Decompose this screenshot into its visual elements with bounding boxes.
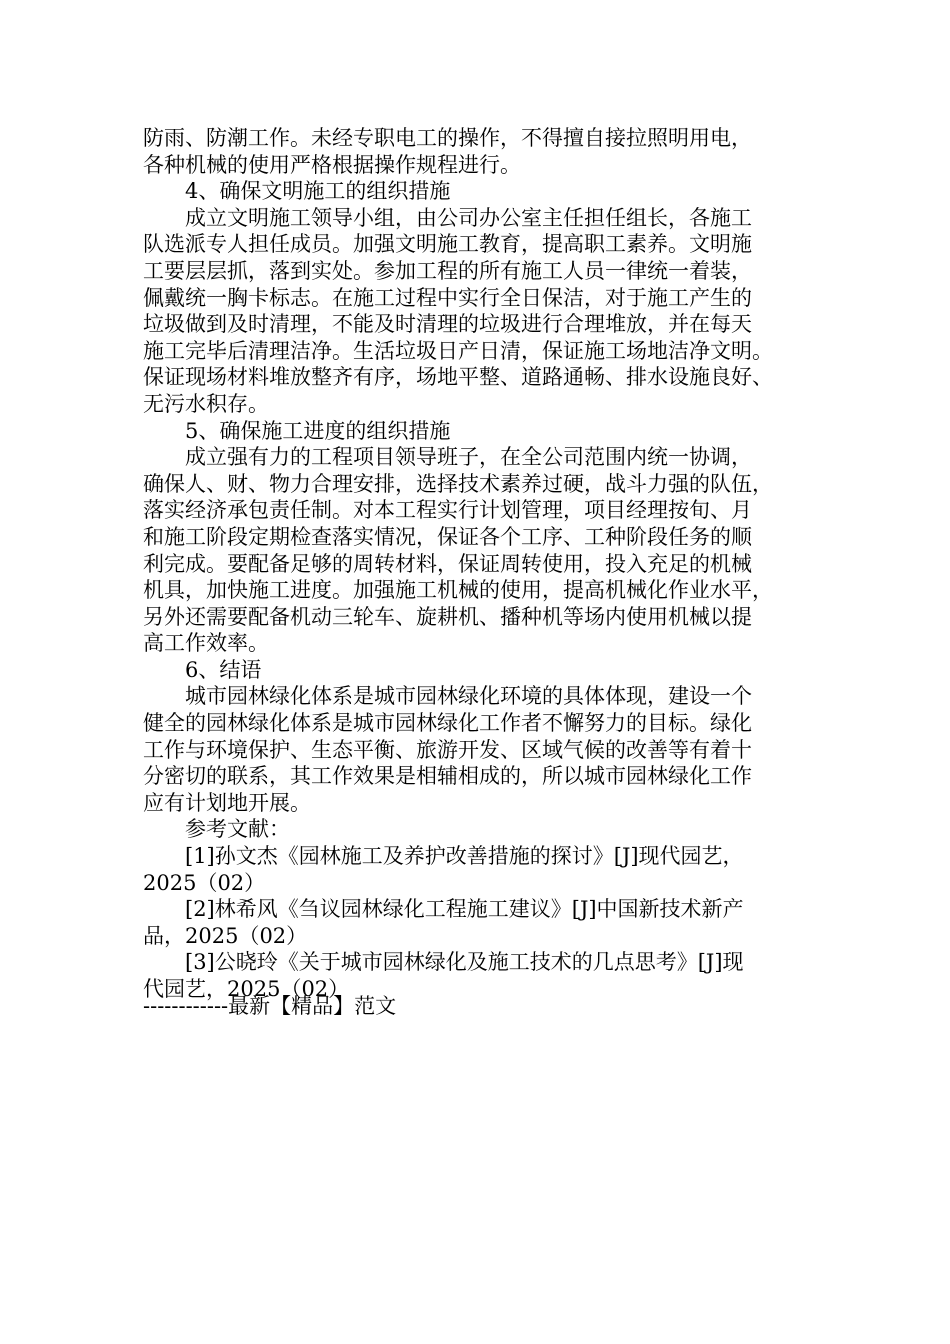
footer-tagline: ------------最新【精品】范文	[143, 994, 397, 1018]
text-line: 健全的园林绿化体系是城市园林绿化工作者不懈努力的目标。绿化	[143, 711, 752, 736]
text-line: 垃圾做到及时清理，不能及时清理的垃圾进行合理堆放，并在每天	[143, 312, 752, 337]
text-line: 应有计划地开展。	[143, 790, 311, 815]
text-line: 确保人、财、物力合理安排，选择技术素养过硬，战斗力强的队伍，	[143, 471, 773, 496]
text-line: 另外还需要配备机动三轮车、旋耕机、播种机等场内使用机械以提	[143, 604, 752, 629]
text-line: 4、确保文明施工的组织措施	[185, 179, 451, 204]
text-line: [1]孙文杰《园林施工及养护改善措施的探讨》[J]现代园艺，	[185, 844, 744, 869]
text-line: 2025（02）	[143, 870, 266, 895]
text-line: 6、结语	[185, 657, 262, 682]
text-line: 佩戴统一胸卡标志。在施工过程中实行全日保洁，对于施工产生的	[143, 285, 752, 310]
text-line: 工要层层抓，落到实处。参加工程的所有施工人员一律统一着装，	[143, 258, 752, 283]
text-line: 高工作效率。	[143, 631, 269, 656]
text-line: 城市园林绿化体系是城市园林绿化环境的具体体现，建设一个	[185, 684, 752, 709]
text-line: 无污水积存。	[143, 391, 269, 416]
text-line: 防雨、防潮工作。未经专职电工的操作，不得擅自接拉照明用电，	[143, 126, 752, 150]
document-body	[143, 125, 815, 1003]
text-line: 成立强有力的工程项目领导班子，在全公司范围内统一协调，	[185, 445, 752, 470]
text-line: 工作与环境保护、生态平衡、旅游开发、区域气候的改善等有着十	[143, 737, 752, 762]
text-line: 品，2025（02）	[143, 923, 308, 948]
text-line: [2]林希风《刍议园林绿化工程施工建议》[J]中国新技术新产	[185, 897, 744, 922]
text-line: 成立文明施工领导小组，由公司办公室主任担任组长，各施工	[185, 205, 752, 230]
text-line: 施工完毕后清理洁净。生活垃圾日产日清，保证施工场地洁净文明。	[143, 338, 773, 363]
text-line: 代园艺，2025（02）	[143, 977, 350, 1001]
text-line: [3]公晓玲《关于城市园林绿化及施工技术的几点思考》[J]现	[185, 950, 744, 975]
text-line: 机具，加快施工进度。加强施工机械的使用，提高机械化作业水平，	[143, 578, 773, 603]
text-line: 利完成。要配备足够的周转材料，保证周转使用，投入充足的机械	[143, 551, 752, 576]
text-line: 落实经济承包责任制。对本工程实行计划管理，项目经理按旬、月	[143, 498, 752, 523]
text-line: 参考文献：	[185, 817, 290, 842]
text-line: 保证现场材料堆放整齐有序，场地平整、道路通畅、排水设施良好、	[143, 365, 773, 390]
text-line: 和施工阶段定期检查落实情况，保证各个工序、工种阶段任务的顺	[143, 524, 752, 549]
text-line: 各种机械的使用严格根据操作规程进行。	[143, 152, 521, 177]
text-line: 队选派专人担任成员。加强文明施工教育，提高职工素养。文明施	[143, 232, 752, 257]
text-line: 5、确保施工进度的组织措施	[185, 418, 451, 443]
text-line: 分密切的联系，其工作效果是相辅相成的，所以城市园林绿化工作	[143, 764, 752, 789]
